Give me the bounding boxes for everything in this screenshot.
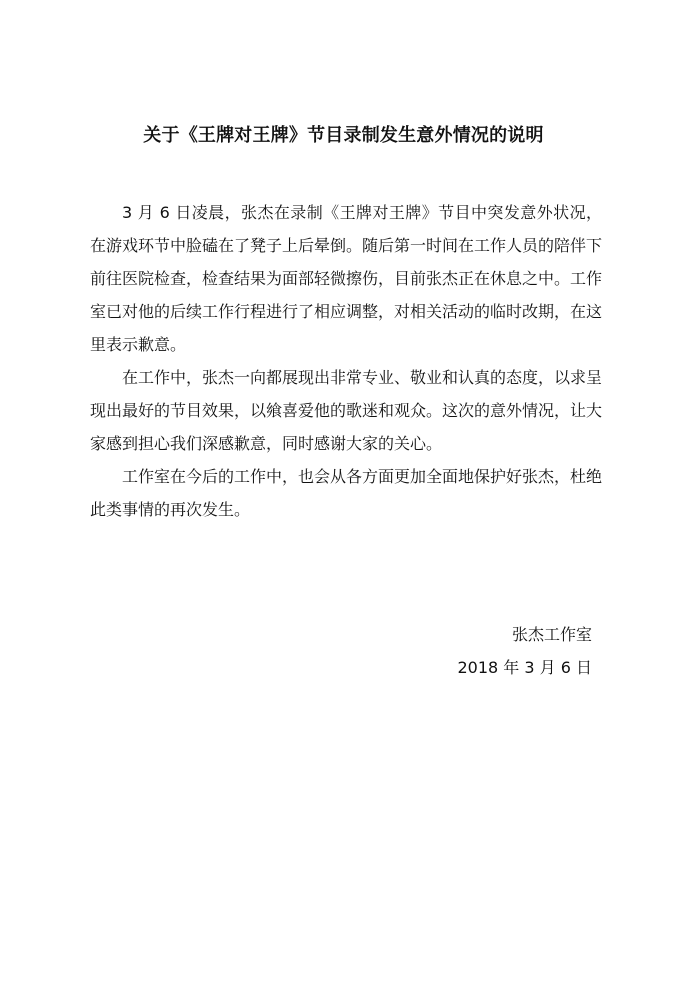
paragraph-incident: 3 月 6 日凌晨，张杰在录制《王牌对王牌》节目中突发意外状况，在游戏环节中脸磕在了凳子上后晕倒。随后第一时间在工作人员的陪伴下前往医院检查，检查结果为面部轻微擦伤，目前张杰正在休息之中。工作室已对他的后续工作行程进行了相应调整，对相关活动的临时改期，在这里表示歉意。 (90, 203, 603, 354)
paragraph-protection: 工作室在今后的工作中，也会从各方面更加全面地保护好张杰，杜绝此类事情的再次发生。 (90, 467, 603, 519)
document-body (90, 196, 602, 526)
document-title: 关于《王牌对王牌》节目录制发生意外情况的说明 (143, 125, 544, 146)
signature-name: 张杰工作室 (511, 625, 592, 644)
signature-block (457, 618, 592, 684)
paragraph-attitude: 在工作中，张杰一向都展现出非常专业、敬业和认真的态度，以求呈现出最好的节目效果，以飨喜爱他的歌迷和观众。这次的意外情况，让大家感到担心我们深感歉意，同时感谢大家的关心。 (90, 368, 603, 453)
signature-date: 2018 年 3 月 6 日 (457, 658, 592, 677)
